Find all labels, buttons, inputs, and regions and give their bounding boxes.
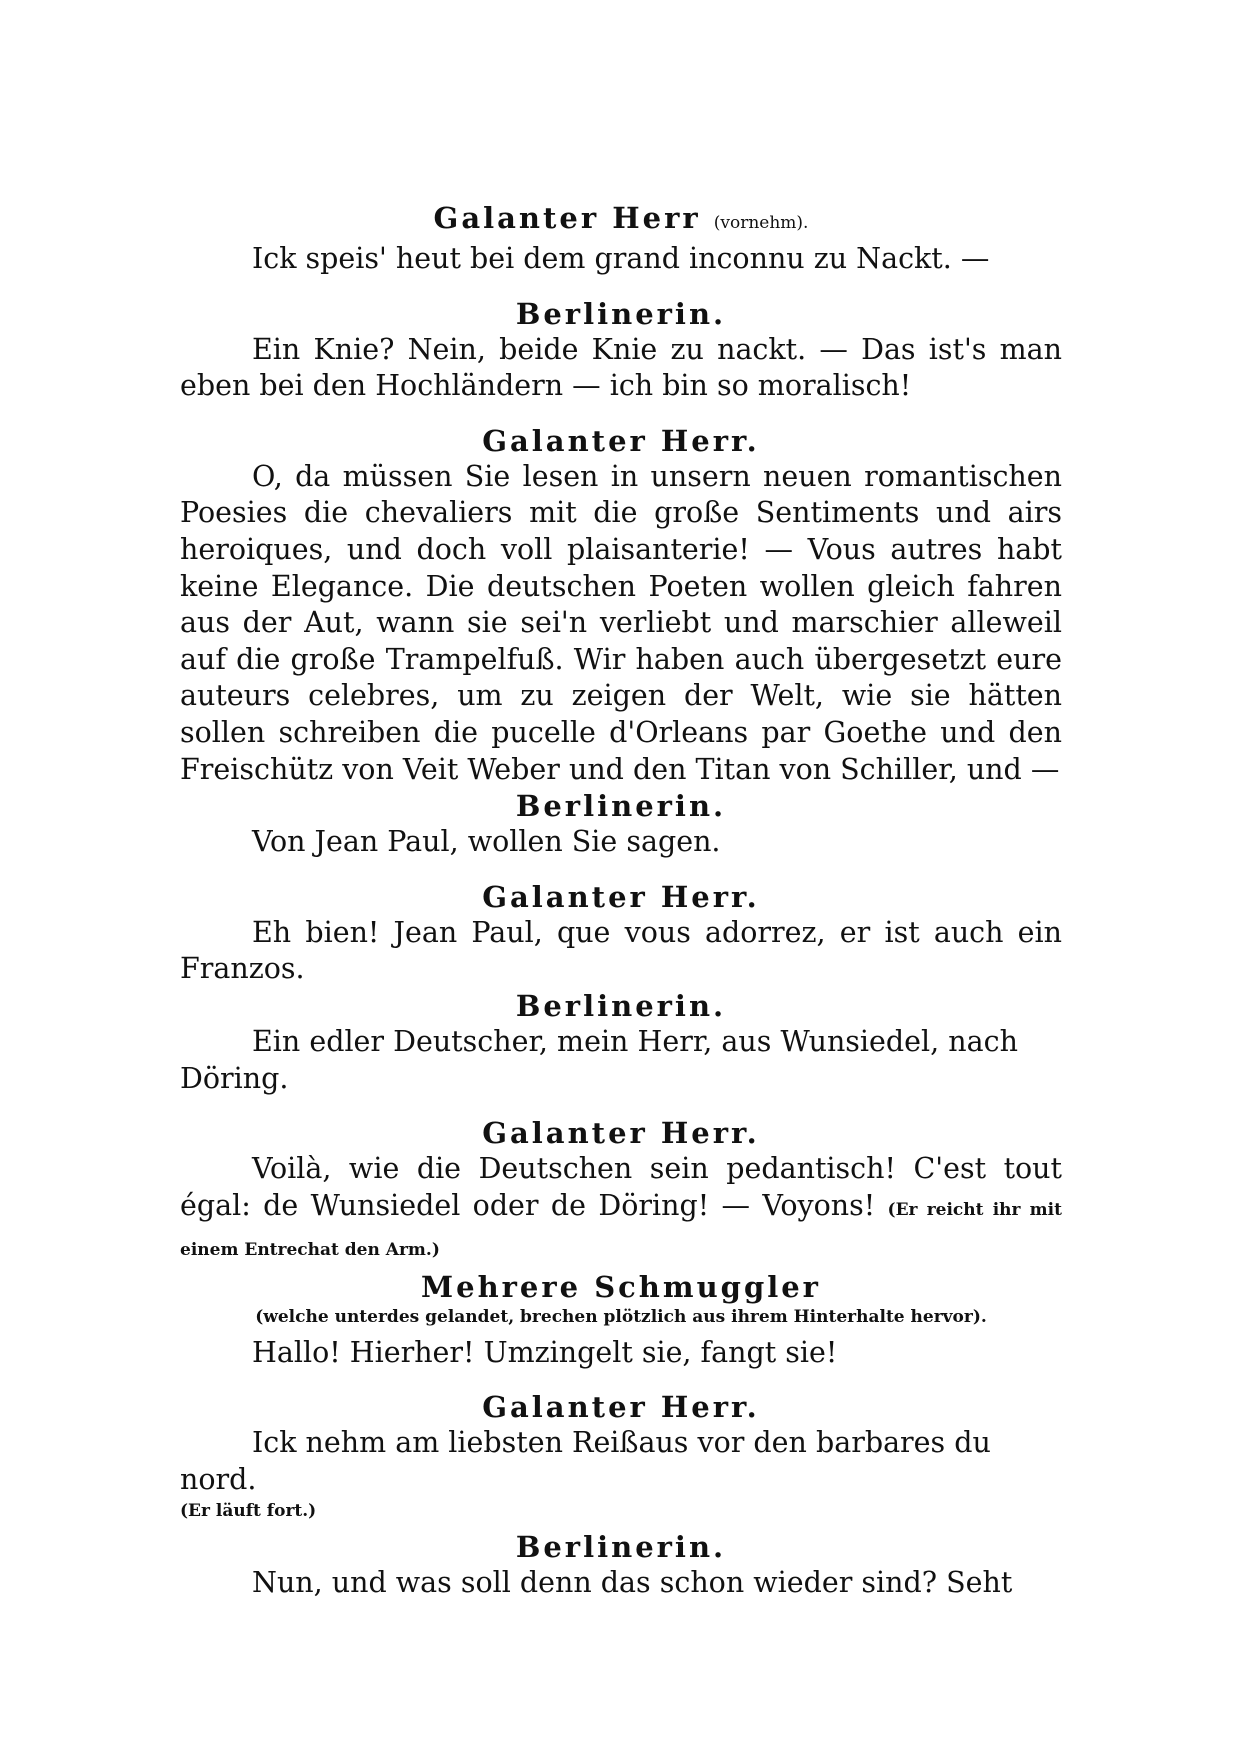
speaker-heading: Galanter Herr.	[482, 879, 760, 914]
stage-direction: (Er reicht ihr mit einem Entrechat den Arm.)	[180, 1199, 1062, 1261]
stage-direction: (vornehm).	[713, 213, 809, 233]
speaker-heading	[180, 200, 1062, 241]
speech-text: Ein Knie? Nein, beide Knie zu nackt. — Das ist's man eben bei den Hochländern — ich bin so moralisch!	[180, 332, 1062, 403]
stage-direction: (Er läuft fort.)	[180, 1500, 317, 1521]
speaker-heading: Galanter Herr.	[482, 423, 760, 458]
speech-text: Nun, und was soll denn das schon wieder sind? Seht	[252, 1565, 1013, 1599]
speaker-heading: Berlinerin.	[515, 1529, 727, 1564]
speech-text: Ick speis' heut bei dem grand inconnu zu Nackt. —	[252, 242, 990, 275]
speech-text: Von Jean Paul, wollen Sie sagen.	[252, 825, 721, 859]
speech-text: Hallo! Hierher! Umzingelt sie, fangt sie!	[252, 1335, 838, 1369]
speech-text: O, da müssen Sie lesen in unsern neuen romantischen Poesies die chevaliers mit die große Sentiments und airs heroiques, und doch voll plaisanterie! — Vous autres habt keine Elegance. Die deutschen Poeten wollen gleich fahren aus der Aut, wann sie sei'n verliebt und marschier alleweil auf die große Trampelfuß. Wir haben auch übergesetzt eure auteurs celebres, um zu zeigen der Welt, wie sie hätten sollen schreiben die pucelle d'Orleans par Goethe und den Freischütz von Veit Weber und den Titan von Schiller, und —	[180, 459, 1062, 786]
speaker-heading: Berlinerin.	[515, 789, 727, 824]
speech-words: Voilà, wie die Deutschen sein pedantisch! C'est tout égal: de Wunsiedel oder de Döring! — Voyons!	[180, 1152, 1062, 1222]
speech-text	[180, 1151, 1062, 1269]
speaker-heading: Berlinerin.	[515, 988, 727, 1023]
speech-text: Eh bien! Jean Paul, que vous adorrez, er ist auch ein Franzos.	[180, 915, 1062, 986]
speaker-name: Galanter Herr	[433, 201, 701, 235]
speaker-heading: Galanter Herr.	[482, 1390, 760, 1425]
speaker-heading: Galanter Herr.	[482, 1116, 760, 1151]
play-text	[180, 200, 1062, 1601]
speech-text: Ick nehm am liebsten Reißaus vor den barbares du nord.	[180, 1426, 991, 1497]
speaker-heading: Berlinerin.	[515, 296, 727, 331]
stage-direction: (welche unterdes gelandet, brechen plötzlich aus ihrem Hinterhalte hervor).	[255, 1306, 987, 1327]
speaker-heading: Mehrere Schmuggler	[421, 1269, 821, 1304]
speech-text: Ein edler Deutscher, mein Herr, aus Wunsiedel, nach Döring.	[180, 1024, 1018, 1095]
